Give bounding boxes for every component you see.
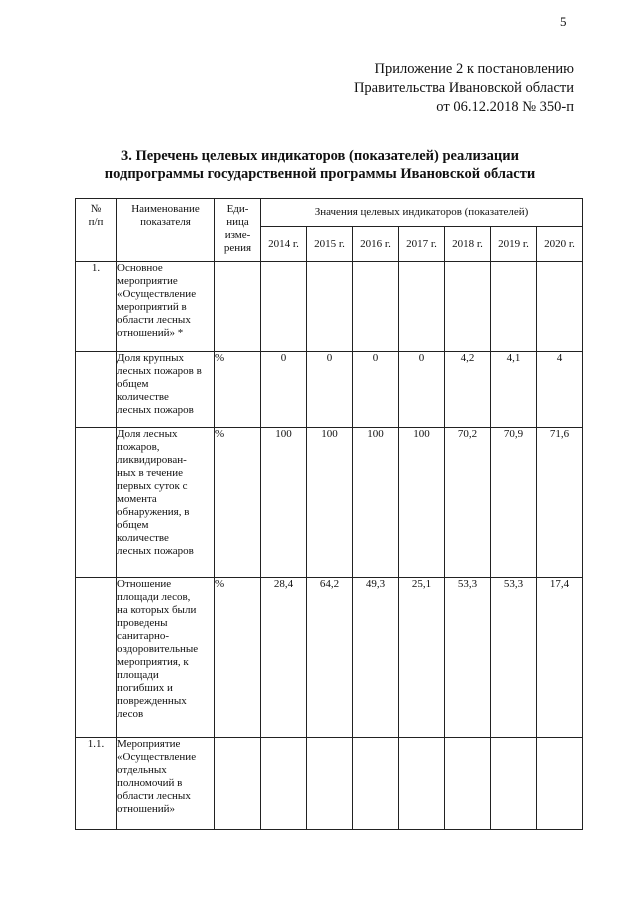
cell-name bbox=[117, 352, 215, 428]
cell-name-line: полномочий в bbox=[117, 777, 183, 789]
cell-name-line: первых суток с bbox=[117, 480, 188, 492]
cell-unit: % bbox=[215, 428, 261, 578]
cell-name-line: оздоровительные bbox=[117, 643, 199, 655]
cell-name-line: мероприятий в bbox=[117, 301, 187, 313]
cell-name-line: площади лесов, bbox=[117, 591, 191, 603]
cell-name-line: момента bbox=[117, 493, 157, 505]
appendix-header bbox=[354, 60, 574, 117]
cell-name-line: «Осуществление bbox=[117, 288, 197, 300]
cell-name-line: площади bbox=[117, 669, 159, 681]
cell-name-line: ных в течение bbox=[117, 467, 183, 479]
cell-name-line: области лесных bbox=[117, 314, 191, 326]
cell-value bbox=[491, 262, 537, 352]
cell-name-line: мероприятия, к bbox=[117, 656, 189, 668]
header-year: 2014 г. bbox=[261, 227, 307, 262]
cell-num: 1.1. bbox=[76, 738, 117, 830]
cell-num bbox=[76, 428, 117, 578]
cell-name-line: области лесных bbox=[117, 790, 191, 802]
cell-value bbox=[537, 738, 583, 830]
cell-num: 1. bbox=[76, 262, 117, 352]
appendix-line: Приложение 2 к постановлению bbox=[374, 61, 574, 77]
cell-name-line: Мероприятие bbox=[117, 738, 181, 750]
header-year: 2018 г. bbox=[445, 227, 491, 262]
cell-name-line: проведены bbox=[117, 617, 168, 629]
header-year: 2019 г. bbox=[491, 227, 537, 262]
cell-name-line: ликвидирован- bbox=[117, 454, 187, 466]
cell-name-line: лесов bbox=[117, 708, 144, 720]
cell-value: 70,2 bbox=[445, 428, 491, 578]
cell-value bbox=[353, 738, 399, 830]
cell-name-line: количестве bbox=[117, 391, 169, 403]
cell-value: 100 bbox=[307, 428, 353, 578]
cell-name-line: пожаров, bbox=[117, 441, 160, 453]
cell-name-line: поврежденных bbox=[117, 695, 187, 707]
cell-num bbox=[76, 352, 117, 428]
cell-name bbox=[117, 738, 215, 830]
cell-value: 71,6 bbox=[537, 428, 583, 578]
cell-value bbox=[399, 262, 445, 352]
cell-name-line: количестве bbox=[117, 532, 169, 544]
cell-name bbox=[117, 428, 215, 578]
header-name: Наименование показателя bbox=[117, 199, 215, 262]
cell-unit: % bbox=[215, 352, 261, 428]
cell-unit: % bbox=[215, 578, 261, 738]
header-year: 2017 г. bbox=[399, 227, 445, 262]
table-row bbox=[76, 738, 583, 830]
cell-name-line: обнаружения, в bbox=[117, 506, 190, 518]
cell-value bbox=[491, 738, 537, 830]
appendix-line: Правительства Ивановской области bbox=[353, 80, 574, 96]
cell-value: 17,4 bbox=[537, 578, 583, 738]
cell-value bbox=[307, 738, 353, 830]
cell-value: 53,3 bbox=[491, 578, 537, 738]
cell-name-line: отношений» bbox=[117, 803, 176, 815]
cell-value: 70,9 bbox=[491, 428, 537, 578]
appendix-line: от 06.12.2018 № 350-п bbox=[436, 99, 574, 115]
cell-value: 53,3 bbox=[445, 578, 491, 738]
cell-name-line: «Осуществление bbox=[117, 751, 197, 763]
header-year: 2015 г. bbox=[307, 227, 353, 262]
title-line: подпрограммы государственной программы Ивановской области bbox=[104, 166, 536, 182]
cell-name-line: общем bbox=[117, 519, 149, 531]
indicators-table bbox=[75, 198, 583, 830]
table-row bbox=[76, 262, 583, 352]
header-year: 2016 г. bbox=[353, 227, 399, 262]
cell-value bbox=[307, 262, 353, 352]
cell-value bbox=[537, 262, 583, 352]
cell-value: 100 bbox=[353, 428, 399, 578]
cell-name bbox=[117, 578, 215, 738]
header-num: № п/п bbox=[76, 199, 117, 262]
cell-value: 25,1 bbox=[399, 578, 445, 738]
document-title bbox=[60, 147, 580, 183]
cell-value: 0 bbox=[399, 352, 445, 428]
page-number: 5 bbox=[560, 14, 567, 29]
cell-value: 4,2 bbox=[445, 352, 491, 428]
cell-name-line: Отношение bbox=[117, 578, 172, 590]
cell-name-line: санитарно- bbox=[117, 630, 170, 642]
cell-num bbox=[76, 578, 117, 738]
cell-value: 0 bbox=[353, 352, 399, 428]
cell-value: 0 bbox=[307, 352, 353, 428]
cell-unit bbox=[215, 738, 261, 830]
cell-unit bbox=[215, 262, 261, 352]
cell-name-line: Доля лесных bbox=[117, 428, 178, 440]
header-values-group: Значения целевых индикаторов (показателей) bbox=[261, 199, 583, 227]
cell-value bbox=[353, 262, 399, 352]
cell-name-line: отдельных bbox=[117, 764, 167, 776]
cell-value bbox=[399, 738, 445, 830]
cell-name-line: лесных пожаров bbox=[117, 404, 194, 416]
cell-name-line: отношений» * bbox=[117, 327, 184, 339]
title-line: 3. Перечень целевых индикаторов (показателей) реализации bbox=[121, 148, 519, 164]
cell-name-line: мероприятие bbox=[117, 275, 178, 287]
cell-value: 28,4 bbox=[261, 578, 307, 738]
cell-value: 49,3 bbox=[353, 578, 399, 738]
header-year: 2020 г. bbox=[537, 227, 583, 262]
cell-name-line: лесных пожаров в bbox=[117, 365, 202, 377]
table-row bbox=[76, 428, 583, 578]
cell-value: 4,1 bbox=[491, 352, 537, 428]
table-row bbox=[76, 352, 583, 428]
cell-value bbox=[445, 738, 491, 830]
cell-value: 0 bbox=[261, 352, 307, 428]
table-row bbox=[76, 578, 583, 738]
cell-value: 100 bbox=[261, 428, 307, 578]
header-unit: Еди- ница изме- рения bbox=[215, 199, 261, 262]
cell-name-line: погибших и bbox=[117, 682, 173, 694]
cell-value: 100 bbox=[399, 428, 445, 578]
cell-value bbox=[261, 262, 307, 352]
cell-value bbox=[261, 738, 307, 830]
cell-value: 4 bbox=[537, 352, 583, 428]
cell-name-line: Доля крупных bbox=[117, 352, 185, 364]
cell-value bbox=[445, 262, 491, 352]
cell-value: 64,2 bbox=[307, 578, 353, 738]
cell-name-line: на которых были bbox=[117, 604, 197, 616]
cell-name-line: лесных пожаров bbox=[117, 545, 194, 557]
cell-name bbox=[117, 262, 215, 352]
cell-name-line: общем bbox=[117, 378, 149, 390]
cell-name-line: Основное bbox=[117, 262, 163, 274]
